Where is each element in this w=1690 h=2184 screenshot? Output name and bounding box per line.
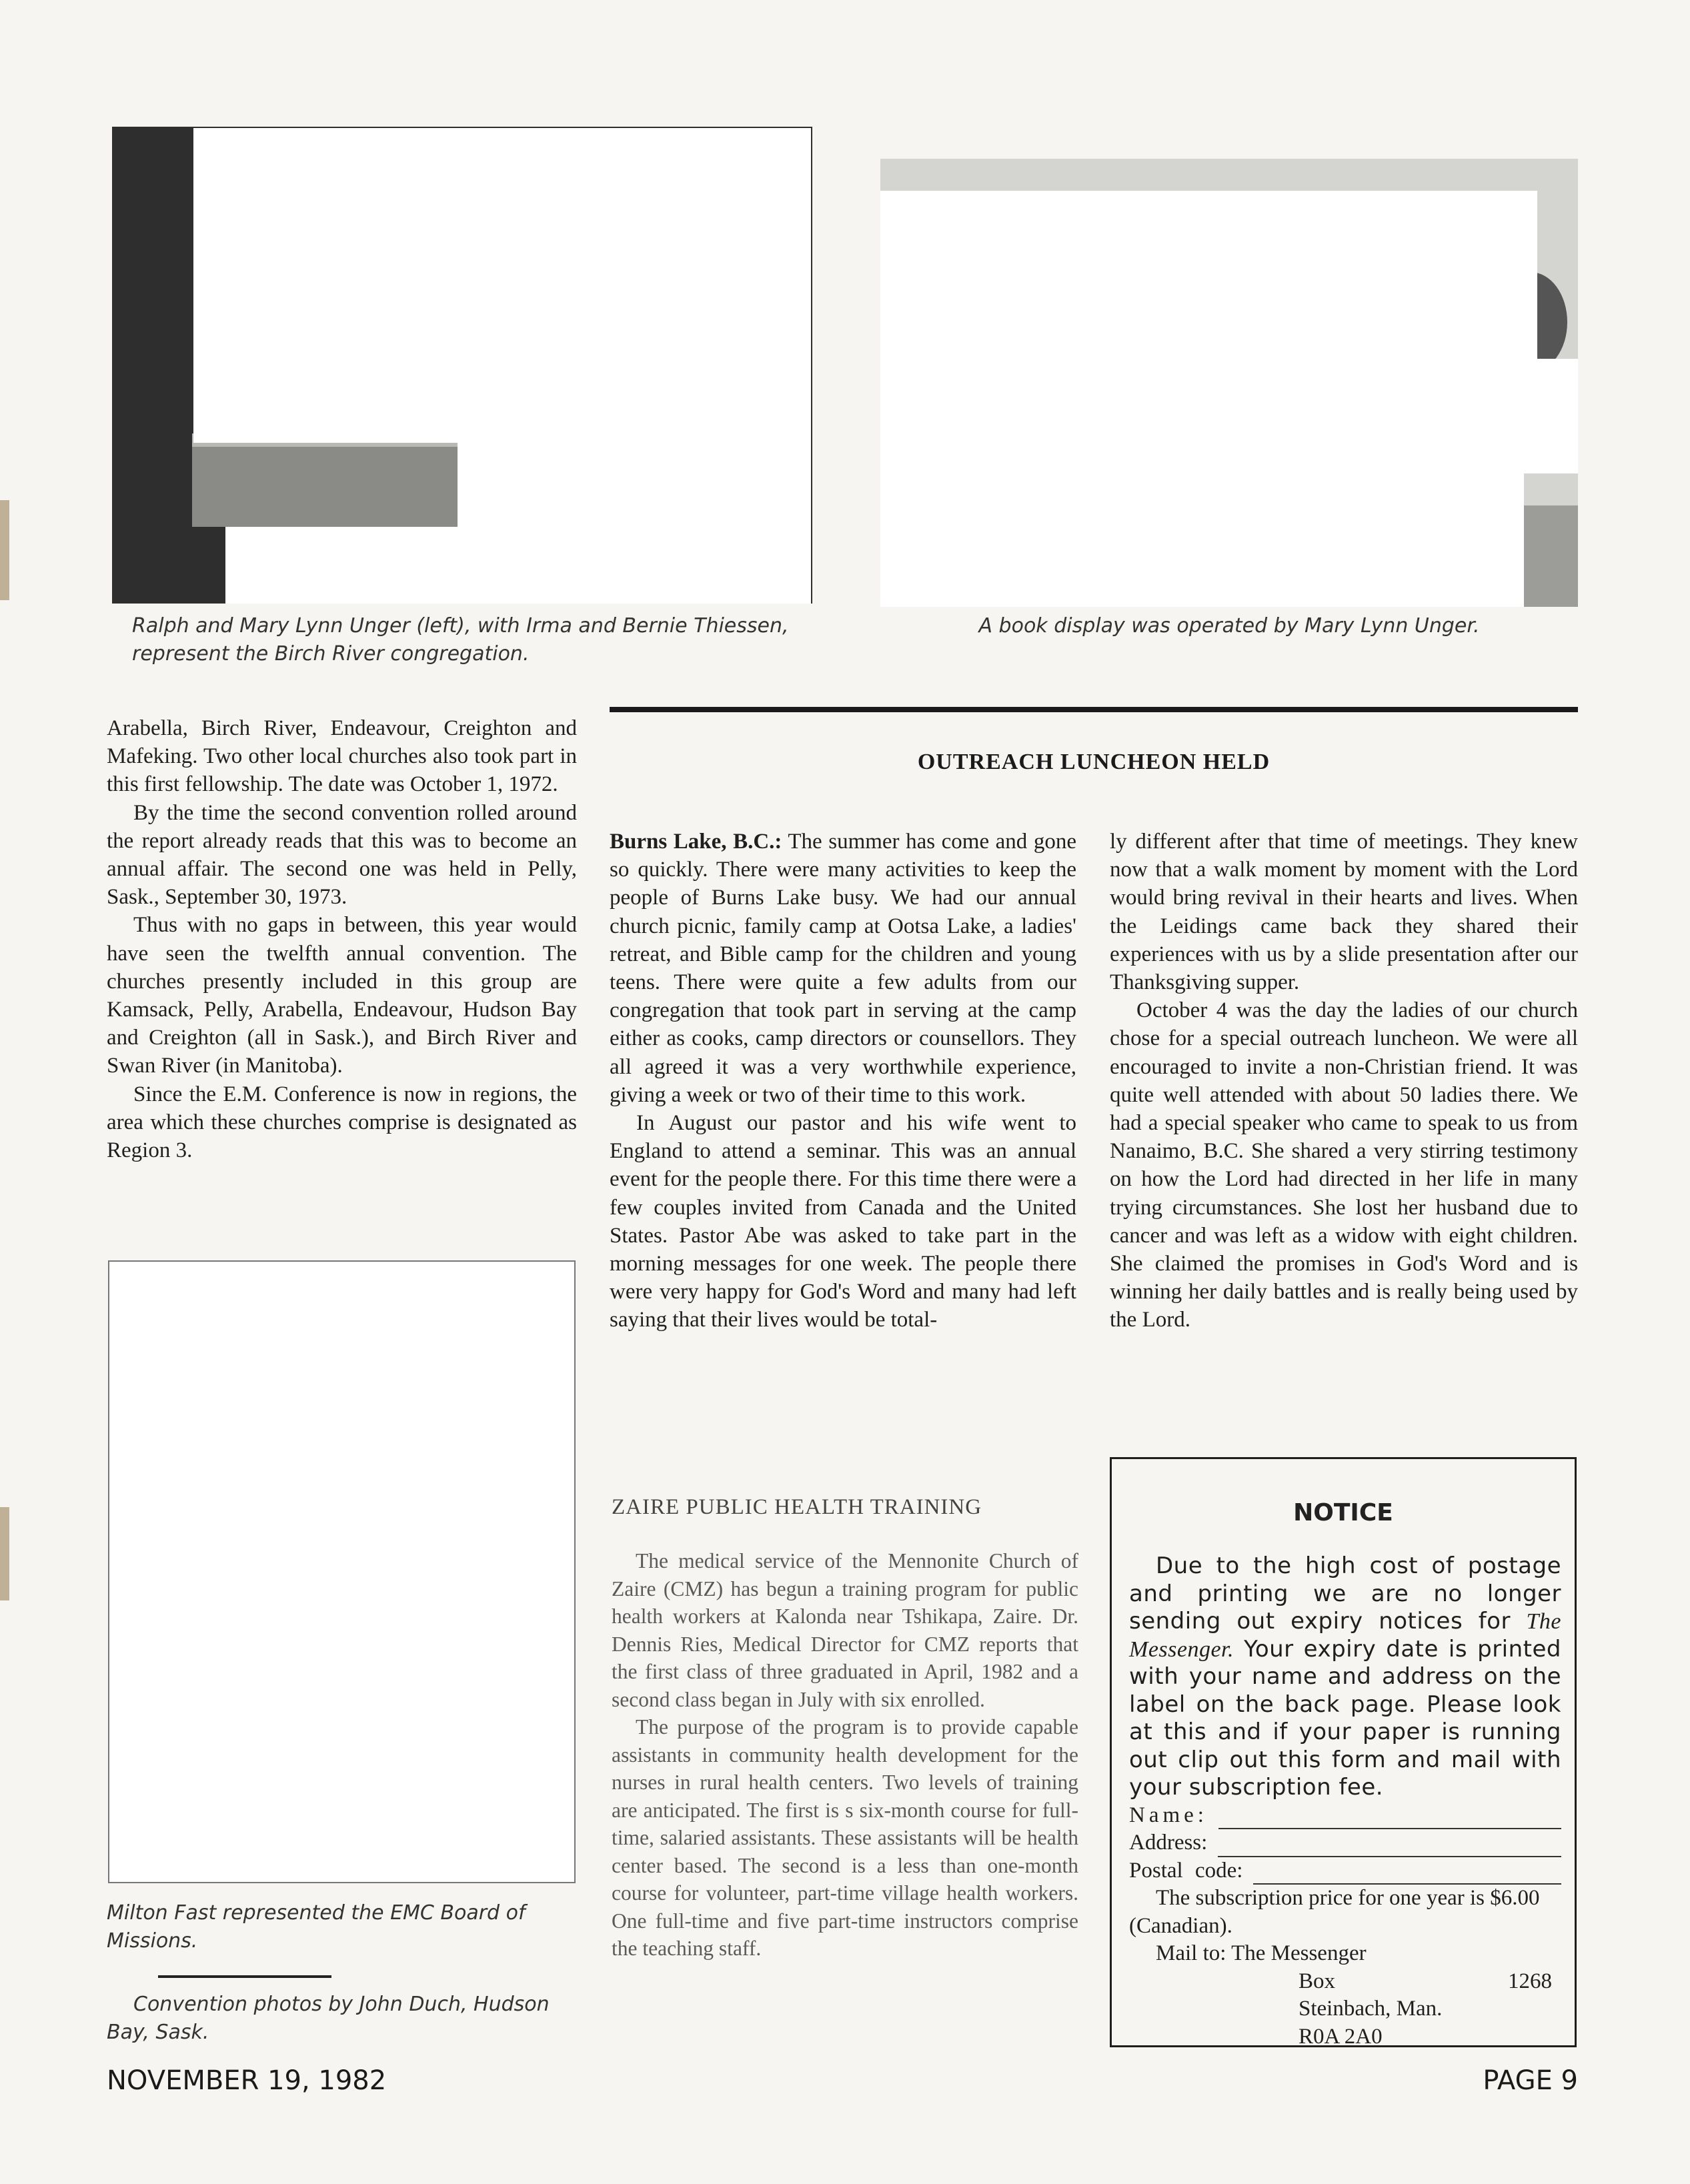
name-line: [1218, 1811, 1561, 1829]
margin-stain: [0, 1507, 9, 1600]
notice-box: [1110, 1457, 1577, 2047]
photo-redaction: [880, 191, 1524, 607]
margin-stain: [0, 500, 9, 600]
paragraph-text: The summer has come and gone so quickly. There were many activities to keep the people of Burns Lake busy. We had our annual church picnic, family camp at Ootsa Lake, a ladies' retreat, and Bible camp for the children and young teens. There were quite a few adults from our congregation that took part in serving at the camp either as cooks, camp directors or counsellors. They all agreed it was a very worthwhile experience, giving a week or two of their time to this work.: [610, 830, 1076, 1107]
mailing-address: [1156, 1940, 1561, 2051]
postal-code-line: [1253, 1866, 1561, 1885]
photo-redaction: [225, 527, 519, 604]
outreach-headline: OUTREACH LUNCHEON HELD: [917, 750, 1271, 774]
mail-to-label: Mail to:: [1156, 1941, 1226, 1965]
box-number: 1268: [1508, 1969, 1552, 1993]
section-divider: [610, 707, 1578, 712]
postal-code-label: Postal code:: [1129, 1858, 1243, 1883]
convention-article: [107, 714, 577, 1164]
photo-book-display: [880, 159, 1578, 607]
article-paragraph: Since the E.M. Conference is now in regions, the area which these churches comprise is designated as Region 3.: [107, 1082, 577, 1163]
outreach-column-1: [610, 828, 1076, 1334]
notice-body: [1129, 1552, 1561, 2051]
name-field: [1129, 1802, 1561, 1830]
page-number: PAGE 9: [1483, 2065, 1578, 2096]
address-line: [1218, 1839, 1561, 1857]
article-paragraph: [610, 828, 1076, 1109]
divider: [158, 1975, 331, 1978]
publication-title: The Messenger.: [1129, 1609, 1561, 1662]
caption-right-photo: A book display was operated by Mary Lynn Unger.: [978, 614, 1480, 638]
city: Steinbach, Man.: [1299, 1997, 1443, 2021]
article-paragraph: Thus with no gaps in between, this year would have seen the twelfth annual convention. The churches presently included in this group are Kamsack, Pelly, Arabella, Endeavour, Hudson Bay and Creighton (all in Sask.), and Birch River and Swan River (in Manitoba).: [107, 913, 577, 1078]
article-paragraph: The purpose of the program is to provide capable assistants in community health development for the nurses in rural health centers. Two levels of training are anticipated. The first is s six-month course for full-time, salaried assistants. These assistants will be health center based. The second is a less than one-month course for volunteer, part-time village health workers. One full-time and five part-time instructors comprise the teaching staff.: [612, 1715, 1078, 1960]
dateline: Burns Lake, B.C.:: [610, 830, 782, 854]
notice-title: NOTICE: [1293, 1499, 1393, 1526]
photo-credit: Convention photos by John Duch, Hudson Bay, Sask.: [107, 1993, 550, 2044]
article-paragraph: The medical service of the Mennonite Church of Zaire (CMZ) has begun a training program for public health workers at Kalonda near Tshikapa, Zaire. Dr. Dennis Ries, Medical Director for CMZ reports that the first class of three graduated in April, 1982 and a second class began in July with six enrolled.: [612, 1549, 1078, 1711]
issue-date: NOVEMBER 19, 1982: [107, 2065, 387, 2096]
photo-redaction: [1524, 359, 1578, 473]
article-paragraph: ly different after that time of meetings. They knew now that a walk moment by moment with the Lord would bring revival in their hearts and lives. When the Leidings came back they shared their experiences with us by a slide presentation after our Thanksgiving supper.: [1110, 830, 1578, 995]
notice-text: [1129, 1552, 1561, 1802]
zaire-article: [612, 1547, 1078, 1963]
article-paragraph: By the time the second convention rolled around the report already reads that this was to become an annual affair. The second one was held in Pelly, Sask., September 30, 1973.: [107, 800, 577, 910]
article-paragraph: In August our pastor and his wife went to England to attend a seminar. This was an annual event for the people there. For this time there were a few couples invited from Canada and the United States. Pastor Abe was asked to take part in the morning messages for one week. The people there were very happy for God's Word and many had left saying that their lives would be total-: [610, 1111, 1076, 1332]
mail-name: The Messenger: [1231, 1941, 1367, 1965]
photo-redaction: [193, 128, 811, 443]
box-label: Box: [1299, 1969, 1336, 1993]
article-paragraph: Arabella, Birch River, Endeavour, Creighton and Mafeking. Two other local churches also took part in this first fellowship. The date was October 1, 1972.: [107, 716, 577, 797]
caption-left-photo: Ralph and Mary Lynn Unger (left), with Irma and Bernie Thiessen, represent the Birch River congregation.: [132, 614, 789, 666]
postal-code: R0A 2A0: [1299, 2024, 1383, 2049]
notice-text-part: Your expiry date is printed with your name and address on the label on the back page. Please look at this and if your paper is running out clip out this form and mail with your subscription fee.: [1129, 1635, 1561, 1801]
notice-text-part: Due to the high cost of postage and printing we are no longer sending out expiry notices for: [1129, 1552, 1561, 1634]
article-paragraph: October 4 was the day the ladies of our church chose for a special outreach luncheon. We were all encouraged to invite a non-Christian friend. It was quite well attended with about 50 ladies there. We had a special speaker who came to speak to us from Nanaimo, B.C. She shared a very stirring testimony on how the Lord had directed in her life in many trying circumstances. She lost her husband due to cancer and was left as a widow with eight children. She claimed the promises in God's Word and is winning her daily battles and is really being used by the Lord.: [1110, 998, 1578, 1332]
zaire-headline: ZAIRE PUBLIC HEALTH TRAINING: [612, 1495, 982, 1519]
postal-code-field: [1129, 1857, 1561, 1885]
subscription-price: The subscription price for one year is $6.00 (Canadian).: [1129, 1886, 1540, 1938]
caption-milton-fast: Milton Fast represented the EMC Board of Missions.: [107, 1901, 526, 1953]
name-label: Name:: [1129, 1803, 1208, 1827]
address-label: Address:: [1129, 1831, 1208, 1855]
address-field: [1129, 1829, 1561, 1857]
photo-milton-fast: [108, 1260, 576, 1883]
outreach-column-2: [1110, 828, 1578, 1334]
photo-ungers-thiessens: [112, 127, 812, 604]
